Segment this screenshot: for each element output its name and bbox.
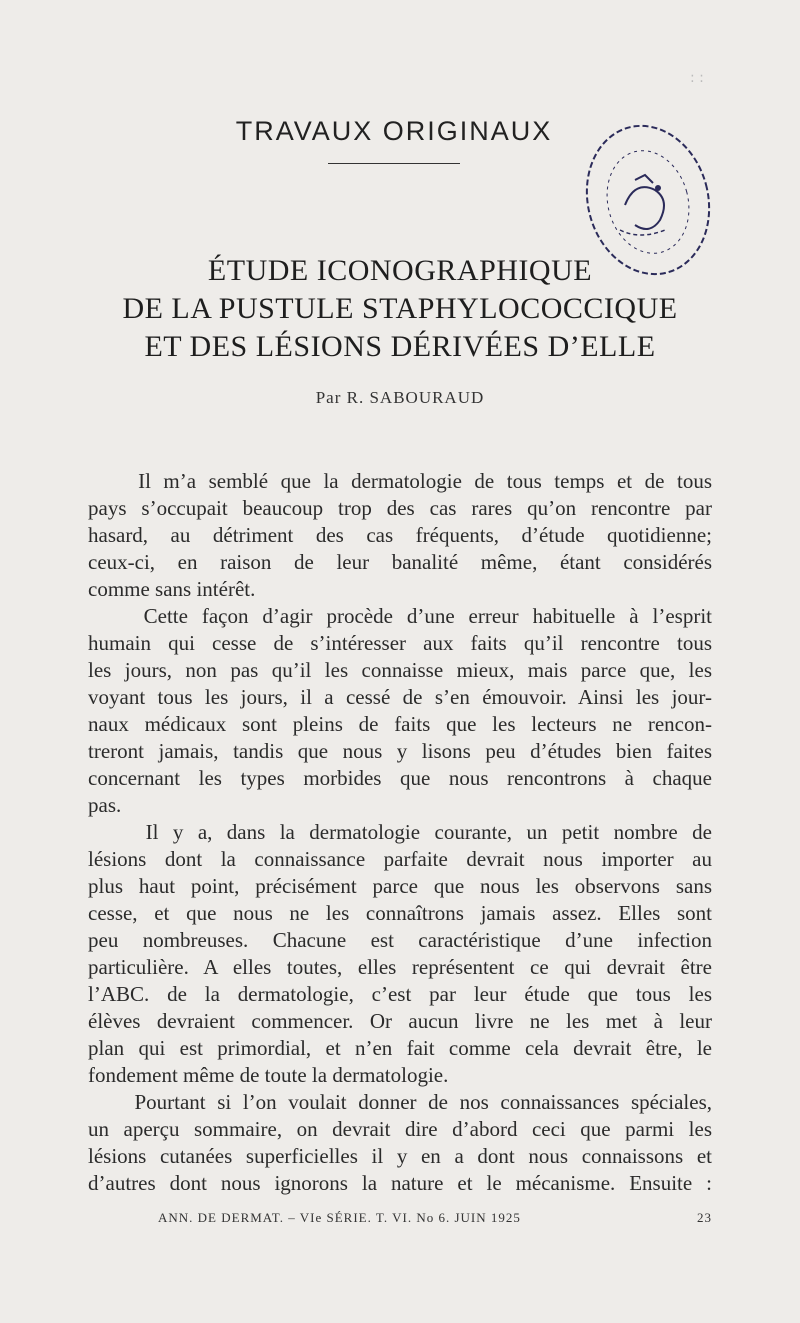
body-line: Il y a, dans la dermatologie courante, un petit nombre de bbox=[88, 820, 712, 844]
body-line: treront jamais, tandis que nous y lisons peu d’études bien faites bbox=[88, 739, 712, 763]
journal-reference: ANN. DE DERMAT. – VIe SÉRIE. T. VI. No 6. JUIN 1925 bbox=[158, 1210, 521, 1225]
body-line: plus haut point, précisément parce que nous les observons sans bbox=[88, 874, 712, 898]
author-byline: Par R. SABOURAUD bbox=[315, 388, 485, 407]
body-line: fondement même de toute la dermatologie. bbox=[88, 1063, 449, 1087]
body-line: peu nombreuses. Chacune est caractéristique d’une infection bbox=[88, 928, 712, 952]
corner-mark: : : bbox=[690, 70, 704, 86]
body-line: Cette façon d’agir procède d’une erreur habituelle à l’esprit bbox=[88, 604, 712, 628]
body-line: élèves devraient commencer. Or aucun livre ne les met à leur bbox=[88, 1009, 712, 1033]
article-title-line: DE LA PUSTULE STAPHYLOCOCCIQUE bbox=[122, 292, 678, 325]
section-title: TRAVAUX ORIGINAUX bbox=[235, 116, 553, 146]
body-line: ceux-ci, en raison de leur banalité même, étant considérés bbox=[88, 550, 712, 574]
body-line: pas. bbox=[88, 793, 122, 817]
body-line: cesse, et que nous ne les connaîtrons jamais assez. Elles sont bbox=[88, 901, 712, 925]
body-line: plan qui est primordial, et n’en fait comme cela devrait être, le bbox=[88, 1036, 712, 1060]
article-title-line: ET DES LÉSIONS DÉRIVÉES D’ELLE bbox=[144, 330, 656, 363]
title-divider bbox=[328, 163, 460, 164]
body-line: Il m’a semblé que la dermatologie de tous temps et de tous bbox=[88, 469, 712, 493]
body-line: pays s’occupait beaucoup trop des cas rares qu’on rencontre par bbox=[88, 496, 712, 520]
body-line: un aperçu sommaire, on devrait dire d’abord ceci que parmi les bbox=[88, 1117, 712, 1141]
article-body bbox=[88, 468, 712, 1197]
body-line: lésions dont la connaissance parfaite devrait nous importer au bbox=[88, 847, 712, 871]
body-line: d’autres dont nous ignorons la nature et le mécanisme. Ensuite : bbox=[88, 1171, 712, 1195]
body-line: particulière. A elles toutes, elles représentent ce qui devrait être bbox=[88, 955, 712, 979]
body-line: comme sans intérêt. bbox=[88, 577, 256, 601]
body-line: voyant tous les jours, il a cessé de s’en émouvoir. Ainsi les jour- bbox=[88, 685, 712, 709]
body-line: concernant les types morbides que nous rencontrons à chaque bbox=[88, 766, 712, 790]
body-line: l’ABC. de la dermatologie, c’est par leur étude que tous les bbox=[88, 982, 712, 1006]
body-line: Pourtant si l’on voulait donner de nos connaissances spéciales, bbox=[88, 1090, 712, 1114]
article-title-line: ÉTUDE ICONOGRAPHIQUE bbox=[207, 254, 593, 287]
body-line: les jours, non pas qu’il les connaisse mieux, mais parce que, les bbox=[88, 658, 712, 682]
page-number: 23 bbox=[697, 1210, 712, 1225]
article-title bbox=[0, 252, 800, 366]
body-line: lésions cutanées superficielles il y en a dont nous connaissons et bbox=[88, 1144, 712, 1168]
body-line: naux médicaux sont pleins de faits que les lecteurs ne rencon- bbox=[88, 712, 712, 736]
body-line: hasard, au détriment des cas fréquents, d’étude quotidienne; bbox=[88, 523, 712, 547]
body-line: humain qui cesse de s’intéresser aux faits qu’il rencontre tous bbox=[88, 631, 712, 655]
